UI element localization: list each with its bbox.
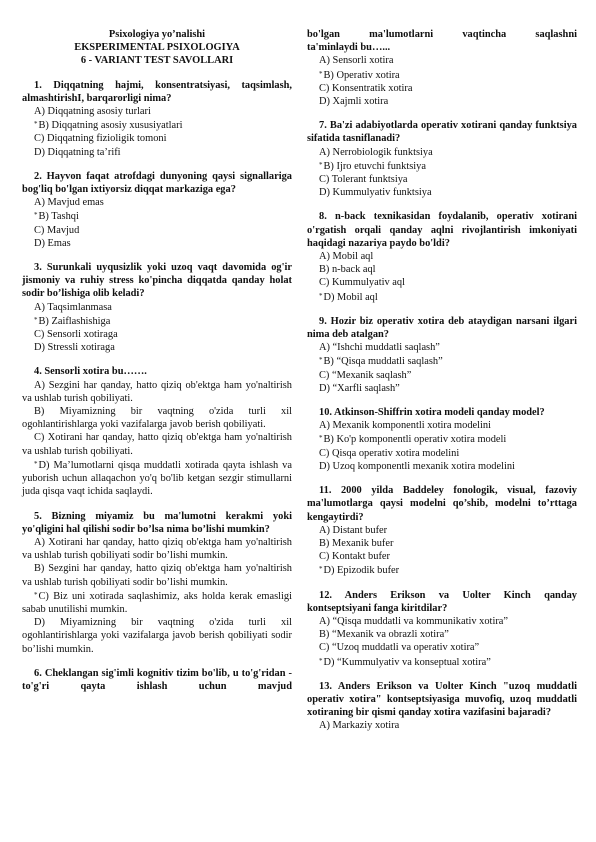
correct-answer-marker: * (319, 565, 323, 574)
q7-option-c: C) Tolerant funktsiya (319, 174, 408, 186)
q2-option-d: D) Emas (34, 237, 71, 249)
q4-option-a: A) Sezgini har qanday, hatto qiziq ob'ektga ham yo'naltirish va ushlab turish qobiliyati. (22, 379, 292, 404)
q3-option-c: C) Sensorli xotiraga (34, 329, 118, 341)
q8-option-d: *D) Mobil aql (319, 291, 378, 303)
q12-option-b: B) “Mexanik va obrazli xotira” (319, 629, 449, 641)
q11-option-a: A) Distant bufer (319, 524, 388, 536)
correct-answer-marker: * (34, 120, 38, 129)
q12-option-a: A) “Qisqa muddatli va kommunikativ xotira” (319, 615, 509, 627)
q3-option-d: D) Stressli xotiraga (34, 342, 115, 354)
correct-answer-marker: * (319, 291, 323, 300)
q1-option-a: A) Diqqatning asosiy turlari (34, 106, 151, 118)
q12-option-c: C) “Uzoq muddatli va operativ xotira” (319, 642, 480, 654)
q3-option-a: A) Taqsimlanmasa (34, 301, 112, 313)
q4-option-b: B) Miyamizning bir vaqtning o'zida turli xil ogohlantirishlarga yoki vazifalarga javob berish qobiliyati. (22, 406, 292, 431)
q9-option-a: A) “Ishchi muddatli saqlash” (319, 342, 440, 354)
q8-option-b: B) n-back aql (319, 264, 376, 276)
question-3: 3. Surunkali uyqusizlik yoki uzoq vaqt davomida og'ir jismoniy va ruhiy stress ko'pincha diqqatda qanday holat sodir bo’lishiga olib keladi? (22, 262, 292, 300)
q6-option-c: C) Konsentratik xotira (319, 82, 413, 94)
q1-option-c: C) Diqqatning fizioligik tomoni (34, 133, 167, 145)
correct-answer-marker: * (34, 459, 38, 468)
q9-option-b: *B) “Qisqa muddatli saqlash” (319, 356, 443, 368)
question-6-start: 6. Cheklangan sig'imli kognitiv tizim bo'lib, u to'g'ridan - to'g'ri qayta ishlash uchun mavjud (22, 667, 292, 692)
faculty-title: Psixologiya yo’nalishi (108, 29, 206, 40)
question-4: 4. Sensorli xotira bu……. (34, 366, 147, 378)
question-5: 5. Bizning miyamiz bu ma'lumotni kerakmi yoki yo'qligini hal qilishi sodir bo’lsa nima bo’lishi mumkin? (22, 510, 292, 535)
question-1: 1. Diqqatning hajmi, konsentratsiyasi, taqsimlash, almashtirishI, barqarorligi nima? (22, 79, 292, 104)
q7-option-a: A) Nerrobiologik funktsiya (319, 146, 433, 158)
question-9: 9. Hozir biz operativ xotira deb ataydigan narsani ilgari nima deb atalgan? (307, 315, 577, 341)
variant-title: 6 - VARIANT TEST SAVOLLARI (80, 55, 234, 67)
correct-answer-marker: * (319, 160, 323, 169)
q4-option-c: C) Xotirani har qanday, hatto qiziq ob'ektga ham yo'naltirish va ushlab turish qobiliyati. (22, 432, 292, 457)
subject-title: EKSPERIMENTAL PSIXOLOGIYA (74, 42, 240, 54)
q10-option-d: D) Uzoq komponentli mexanik xotira modelini (319, 460, 515, 472)
q2-option-a: A) Mavjud emas (34, 197, 104, 209)
question-8: 8. n-back texnikasidan foydalanib, operativ xotirani o'rgatish orqali qanday aqlni rivojlantirish imkoniyati haqidagi nazariya paydo bo'ldi? (307, 211, 577, 249)
q10-option-c: C) Qisqa operativ xotira modelini (319, 447, 460, 459)
correct-answer-marker: * (34, 211, 38, 220)
q11-option-d: *D) Epizodik bufer (319, 565, 400, 577)
q6-option-a: A) Sensorli xotira (319, 55, 394, 67)
right-column (307, 28, 577, 733)
q10-option-b: *B) Ko'p komponentli operativ xotira modeli (319, 434, 507, 446)
q9-option-c: C) “Mexanik saqlash” (319, 369, 412, 381)
correct-answer-marker: * (319, 434, 323, 443)
question-12: 12. Anders Erikson va Uolter Kinch qanday kontseptsiyani fanga kiritdilar? (307, 589, 577, 614)
q9-option-d: D) “Xarfli saqlash” (319, 382, 400, 394)
question-13: 13. Anders Erikson va Uolter Kinch "uzoq muddatli operativ xotira" kontseptsiyasiga muvofiq, uzoq muddatli xotiraning bir qismi qanday xotira vazifasini bajaradi? (307, 680, 577, 719)
q3-option-b: *B) Zaiflashishiga (34, 315, 111, 327)
correct-answer-marker: * (34, 315, 38, 324)
q4-option-d: *D) Ma’lumotlarni qisqa muddatli xotirada qayta ishlash va yuborish uchun allaqachon yo'q bo'lib ketgan sezgir stimullarni juda qisqa vaqt ichida saqlaydi. (22, 459, 292, 498)
q1-option-b: *B) Diqqatning asosiy xususiyatlari (34, 120, 183, 132)
q11-option-b: B) Mexanik bufer (319, 537, 394, 549)
correct-answer-marker: * (319, 656, 323, 665)
q12-option-d: *D) “Kummulyativ va konseptual xotira” (319, 656, 491, 668)
q1-option-d: D) Diqqatning ta’rifi (34, 146, 121, 158)
q6-option-b: *B) Operativ xotira (319, 69, 400, 81)
question-11: 11. 2000 yilda Baddeley fonologik, visual, fazoviy ma'lumotlarga qaysi modelni qo’shib, modelni to’rttaga kengaytirdi? (307, 485, 577, 523)
q13-option-a: A) Markaziy xotira (319, 720, 400, 732)
correct-answer-marker: * (319, 356, 323, 365)
q8-option-a: A) Mobil aql (319, 251, 374, 263)
q7-option-d: D) Kummulyativ funktsiya (319, 187, 432, 199)
correct-answer-marker: * (34, 590, 38, 599)
correct-answer-marker: * (319, 69, 323, 78)
q10-option-a: A) Mexanik komponentli xotira modelini (319, 420, 491, 432)
q8-option-c: C) Kummulyativ aql (319, 277, 406, 289)
q5-option-d: D) Miyamizning bir vaqtning o'zida turli xil ogohlantirishlarga yoki vazifalarga javob berish qobiliyati sodir bo’lishi mumkin. (22, 617, 292, 655)
q5-option-b: B) Sezgini har qanday, hatto qiziq ob'ektga ham yo'naltirish va ushlab turish qobiliyati sodir bo’lishi mumkin. (22, 563, 292, 588)
left-column (22, 28, 292, 693)
question-10: 10. Atkinson-Shiffrin xotira modeli qanday model? (319, 407, 545, 419)
question-2: 2. Hayvon faqat atrofdagi dunyoning qaysi signallariga bog'liq bo'lgan ixtiyorsiz diqqat markaziga ega? (22, 170, 292, 196)
question-7: 7. Ba'zi adabiyotlarda operativ xotirani qanday funktsiya sifatida tasniflanadi? (307, 120, 577, 145)
q5-option-a: A) Xotirani har qanday, hatto qiziq ob'ektga ham yo'naltirish va ushlab turish qobiliyati sodir bo’lishi mumkin. (22, 536, 292, 562)
q5-option-c: *C) Biz uni xotirada saqlashimiz, aks holda kerak emasligi sabab unutilishi mumkin. (22, 590, 292, 615)
question-6-continued: bo'lgan ma'lumotlarni vaqtincha saqlashni ta'minlaydi bu…... (307, 29, 577, 54)
q7-option-b: *B) Ijro etuvchi funktsiya (319, 160, 426, 172)
q6-option-d: D) Xajmli xotira (319, 96, 389, 108)
q2-option-c: C) Mavjud (34, 224, 80, 236)
q11-option-c: C) Kontakt bufer (319, 551, 390, 563)
q2-option-b: *B) Tashqi (34, 211, 79, 223)
